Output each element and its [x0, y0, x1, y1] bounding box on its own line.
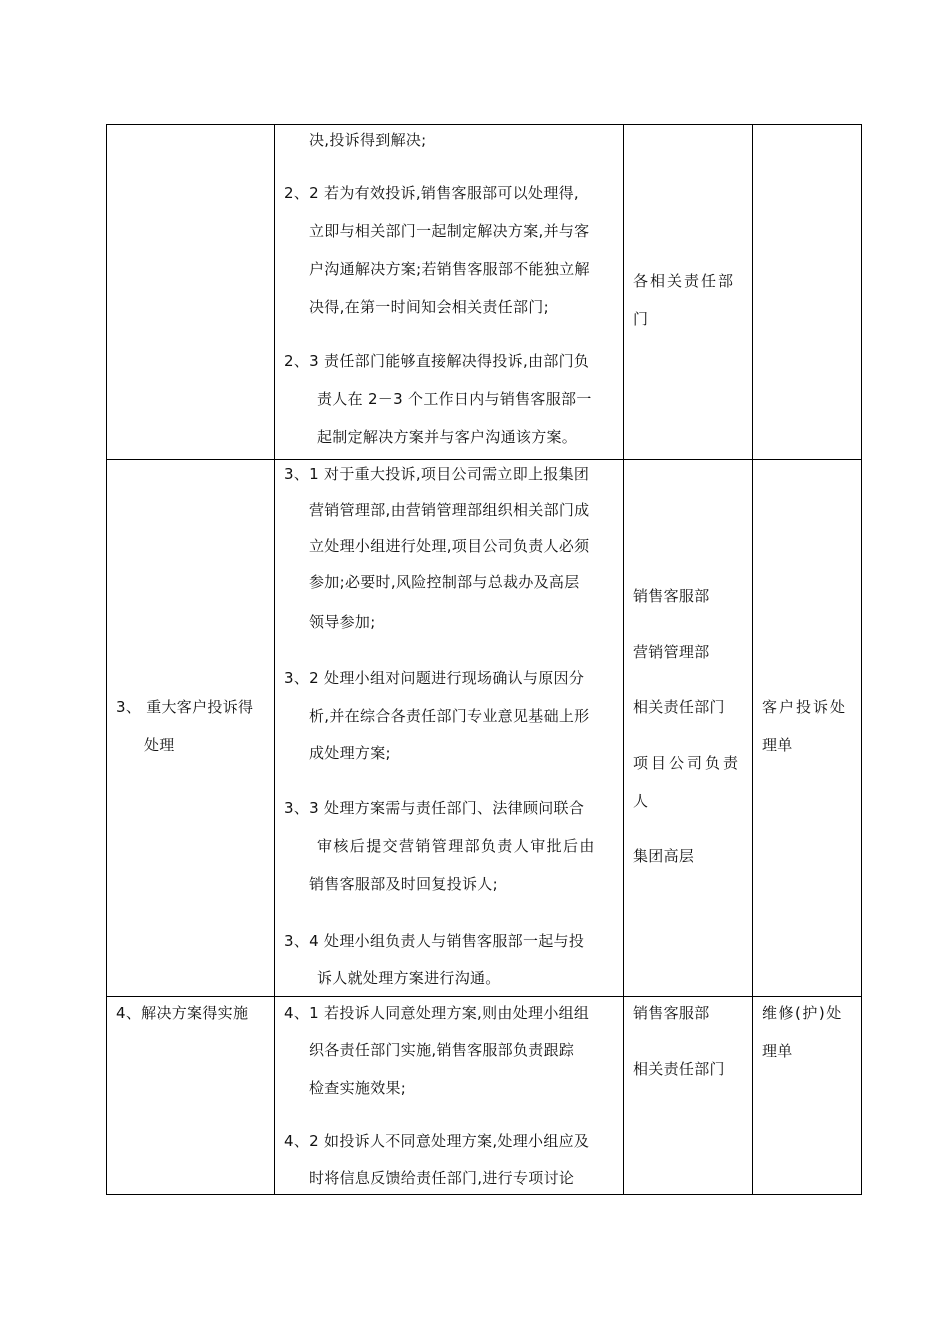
department-line: 销售客服部 — [633, 587, 710, 605]
content-line: 户沟通解决方案;若销售客服部不能独立解 — [309, 260, 590, 278]
document-cell — [753, 460, 861, 996]
departments-cell — [624, 125, 752, 459]
department-line: 营销管理部 — [633, 643, 710, 661]
content-line: 2、3 责任部门能够直接解决得投诉,由部门负 — [284, 352, 590, 370]
content-line: 3、2 处理小组对问题进行现场确认与原因分 — [284, 669, 585, 687]
department-line: 门 — [633, 310, 649, 328]
content-line: 3、4 处理小组负责人与销售客服部一起与投 — [284, 932, 585, 950]
content-line: 检查实施效果; — [309, 1079, 407, 1097]
document-line: 理单 — [762, 736, 793, 754]
step-cell — [107, 460, 274, 996]
document-line: 维修(护)处 — [762, 1004, 843, 1022]
content-line: 2、2 若为有效投诉,销售客服部可以处理得, — [284, 184, 579, 202]
content-line: 销售客服部及时回复投诉人; — [309, 875, 498, 893]
content-line: 诉人就处理方案进行沟通。 — [317, 969, 501, 987]
department-line: 各相关责任部 — [633, 272, 736, 290]
content-line: 时将信息反馈给责任部门,进行专项讨论 — [309, 1169, 575, 1187]
departments-cell — [624, 997, 752, 1194]
content-line: 审核后提交营销管理部负责人审批后由 — [317, 837, 596, 855]
content-line: 起制定解决方案并与客户沟通该方案。 — [317, 428, 578, 446]
table-row — [275, 460, 623, 996]
document-cell — [753, 997, 861, 1194]
department-line: 集团高层 — [633, 847, 695, 865]
content-line: 4、2 如投诉人不同意处理方案,处理小组应及 — [284, 1132, 590, 1150]
content-line: 成处理方案; — [309, 744, 391, 762]
table-row — [275, 125, 623, 459]
content-line: 决,投诉得到解决; — [309, 131, 427, 149]
content-line: 营销管理部,由营销管理部组织相关部门成 — [309, 501, 590, 519]
content-line: 析,并在综合各责任部门专业意见基础上形 — [309, 707, 590, 725]
step-label: 4、解决方案得实施 — [116, 1004, 249, 1022]
department-line: 相关责任部门 — [633, 1060, 725, 1078]
content-line: 责人在 2－3 个工作日内与销售客服部一 — [317, 390, 592, 408]
department-line: 销售客服部 — [633, 1004, 710, 1022]
department-line: 相关责任部门 — [633, 698, 725, 716]
content-line: 立即与相关部门一起制定解决方案,并与客 — [309, 222, 590, 240]
step-cell — [107, 997, 274, 1194]
content-line: 领导参加; — [309, 613, 376, 631]
content-line: 参加;必要时,风险控制部与总裁办及高层 — [309, 573, 580, 591]
content-line: 织各责任部门实施,销售客服部负责跟踪 — [309, 1041, 575, 1059]
content-line: 3、3 处理方案需与责任部门、法律顾问联合 — [284, 799, 585, 817]
content-line: 4、1 若投诉人同意处理方案,则由处理小组组 — [284, 1004, 590, 1022]
step-label: 3、 重大客户投诉得 — [116, 698, 254, 716]
content-line: 决得,在第一时间知会相关责任部门; — [309, 298, 549, 316]
step-label: 处理 — [144, 736, 175, 754]
document-line: 理单 — [762, 1042, 793, 1060]
department-line: 人 — [633, 792, 649, 810]
content-line: 立处理小组进行处理,项目公司负责人必须 — [309, 537, 590, 555]
table-row — [275, 997, 623, 1194]
content-line: 3、1 对于重大投诉,项目公司需立即上报集团 — [284, 465, 590, 483]
departments-cell — [624, 460, 752, 996]
document-line: 客户投诉处 — [762, 698, 848, 716]
department-line: 项目公司负责 — [633, 754, 742, 772]
